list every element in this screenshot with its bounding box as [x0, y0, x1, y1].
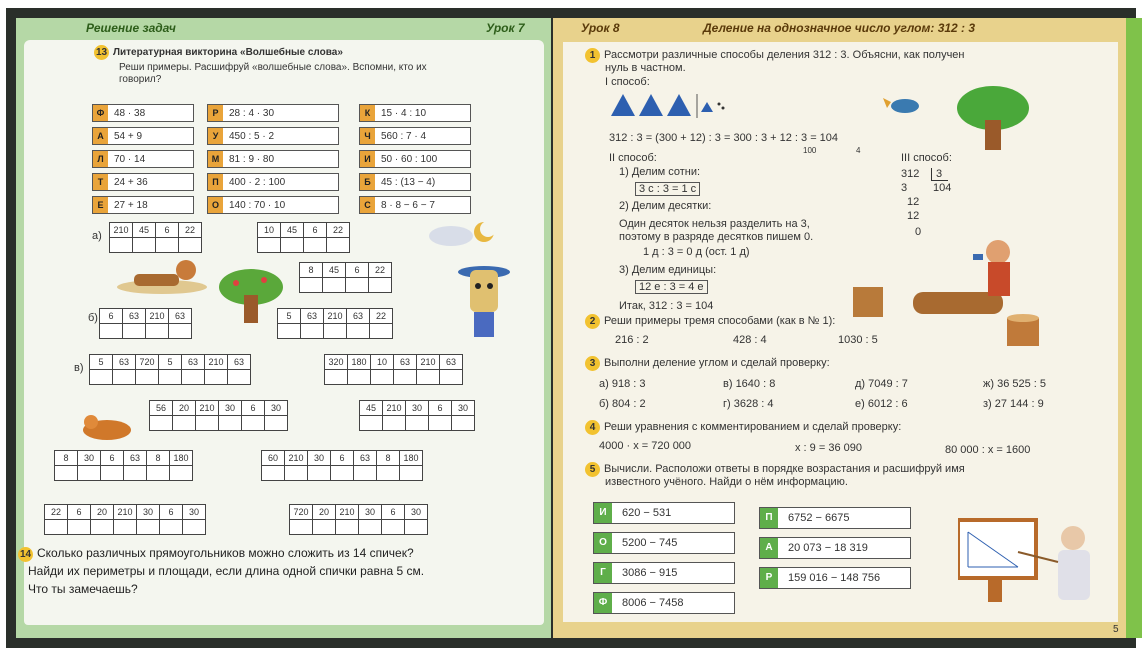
- grid-number-cell: 6: [382, 505, 405, 520]
- label-b: б): [88, 312, 98, 324]
- ld-row3: 12: [907, 210, 920, 222]
- answer-grid: [359, 400, 475, 431]
- task3-text: 3 Выполни деление углом и сделай проверку:: [585, 356, 830, 371]
- left-header-title: Решение задач: [86, 21, 176, 35]
- cipher-expression: 24 + 36: [114, 176, 148, 188]
- cipher-expression: 15 · 4 : 10: [381, 107, 427, 119]
- grid-number-cell: 180: [348, 355, 371, 370]
- grid-answer-cell[interactable]: [417, 370, 440, 385]
- label-v: в): [74, 362, 84, 374]
- grid-number-cell: 22: [369, 263, 392, 278]
- answer-cipher-letter: А: [760, 538, 778, 558]
- answer-cipher-expression: 620 − 531: [622, 507, 672, 519]
- result: Итак, 312 : 3 = 104: [619, 300, 714, 312]
- grid-number-cell: 63: [354, 451, 377, 466]
- grid-answer-cell[interactable]: [101, 466, 124, 481]
- cipher-item: [207, 104, 339, 122]
- cipher-expression: 27 + 18: [114, 199, 148, 211]
- grid-answer-cell[interactable]: [360, 416, 383, 431]
- task3-ex-zh: ж) 36 525 : 5: [983, 378, 1047, 390]
- cipher-expression: 48 · 38: [114, 107, 146, 119]
- cloud-moon-illustration: [426, 218, 496, 248]
- cipher-letter: У: [208, 128, 223, 144]
- grid-number-cell: 30: [78, 451, 101, 466]
- task3-ex-z: з) 27 144 : 9: [983, 398, 1044, 410]
- grid-answer-cell[interactable]: [91, 520, 114, 535]
- cipher-expression: 28 : 4 · 30: [229, 107, 275, 119]
- next-page-edge: [1126, 18, 1142, 638]
- answer-grid: [277, 308, 393, 339]
- answer-grid: [257, 222, 350, 253]
- grid-answer-cell[interactable]: [346, 278, 369, 293]
- eq1-under-a: 100: [803, 146, 817, 155]
- task3-ex-b: б) 804 : 2: [599, 398, 646, 410]
- grid-number-cell: 180: [400, 451, 423, 466]
- answer-grid: [261, 450, 423, 481]
- grid-number-cell: 6: [346, 263, 369, 278]
- grid-number-cell: 22: [370, 309, 393, 324]
- grid-number-cell: 180: [170, 451, 193, 466]
- grid-number-cell: 30: [406, 401, 429, 416]
- label-a: а): [92, 230, 102, 242]
- cipher-expression: 400 · 2 : 100: [229, 176, 286, 188]
- grid-answer-cell[interactable]: [313, 520, 336, 535]
- answer-cipher-letter: Ф: [594, 593, 612, 613]
- grid-number-cell: 30: [308, 451, 331, 466]
- answer-cipher-expression: 6752 − 6675: [788, 512, 850, 524]
- grid-answer-cell[interactable]: [68, 520, 91, 535]
- grid-number-cell: 10: [371, 355, 394, 370]
- grid-number-cell: 210: [383, 401, 406, 416]
- left-page-content: [24, 40, 544, 625]
- answer-cipher-letter: О: [594, 533, 612, 553]
- task3-ex-v: в) 1640 : 8: [723, 378, 776, 390]
- grid-number-cell: 30: [219, 401, 242, 416]
- grid-number-cell: 210: [114, 505, 137, 520]
- grid-number-cell: 63: [182, 355, 205, 370]
- grid-number-cell: 20: [91, 505, 114, 520]
- cipher-letter: П: [208, 174, 223, 190]
- grid-answer-cell[interactable]: [146, 324, 169, 339]
- grid-number-cell: 56: [150, 401, 173, 416]
- tree-illustration: [216, 265, 286, 325]
- grid-answer-cell[interactable]: [258, 238, 281, 253]
- task2-text: 2 Реши примеры тремя способами (как в № 1):: [585, 314, 835, 329]
- grid-number-cell: 6: [160, 505, 183, 520]
- step2-text2: поэтому в разряде десятков пишем 0.: [619, 231, 814, 243]
- triangles-illustration: [609, 92, 729, 118]
- cipher-item: [359, 150, 471, 168]
- cipher-item: [92, 127, 194, 145]
- grid-number-cell: 6: [100, 309, 123, 324]
- grid-number-cell: 20: [313, 505, 336, 520]
- task13-line1: Реши примеры. Расшифруй «волшебные слова». Вспомни, кто их: [119, 62, 427, 73]
- grid-number-cell: 5: [278, 309, 301, 324]
- answer-cipher-item: [759, 567, 911, 589]
- grid-answer-cell[interactable]: [300, 278, 323, 293]
- grid-number-cell: 30: [359, 505, 382, 520]
- grid-answer-cell[interactable]: [308, 466, 331, 481]
- grid-number-cell: 210: [285, 451, 308, 466]
- grid-answer-cell[interactable]: [406, 416, 429, 431]
- cipher-letter: О: [208, 197, 223, 213]
- grid-answer-cell[interactable]: [90, 370, 113, 385]
- step3: 3) Делим единицы:: [619, 264, 717, 276]
- cipher-item: [359, 196, 471, 214]
- grid-number-cell: 20: [173, 401, 196, 416]
- grid-number-cell: 45: [281, 223, 304, 238]
- step1-eq: 3 с : 3 = 1 с: [635, 182, 700, 196]
- cipher-item: [92, 173, 194, 191]
- answer-cipher-letter: Р: [760, 568, 778, 588]
- task1-line1: 1 Рассмотри различные способы деления 312 : 3. Объясни, как получен: [585, 48, 965, 63]
- grid-number-cell: 210: [417, 355, 440, 370]
- answer-grid: [89, 354, 251, 385]
- task2-ex-1: 216 : 2: [615, 334, 649, 346]
- cipher-letter: К: [360, 105, 375, 121]
- grid-answer-cell[interactable]: [219, 416, 242, 431]
- cipher-item: [92, 104, 194, 122]
- step2-text1: Один десяток нельзя разделить на 3,: [619, 218, 810, 230]
- right-header-title: Деление на однозначное число углом: 312 : 3: [703, 21, 976, 35]
- answer-cipher-expression: 5200 − 745: [622, 537, 678, 549]
- grid-answer-cell[interactable]: [265, 416, 288, 431]
- left-page: [16, 18, 551, 638]
- way1-equation: 312 : 3 = (300 + 12) : 3 = 300 : 3 + 12 : 3 = 104: [609, 132, 839, 144]
- page-number: 5: [1113, 624, 1119, 635]
- grid-answer-cell[interactable]: [347, 324, 370, 339]
- grid-number-cell: 30: [405, 505, 428, 520]
- grid-number-cell: 30: [452, 401, 475, 416]
- answer-grid: [109, 222, 202, 253]
- grid-number-cell: 30: [137, 505, 160, 520]
- answer-grid: [324, 354, 463, 385]
- grid-number-cell: 8: [147, 451, 170, 466]
- answer-grid: [44, 504, 206, 535]
- answer-cipher-expression: 159 016 − 148 756: [788, 572, 881, 584]
- answer-grid: [99, 308, 192, 339]
- tree-right-illustration: [953, 82, 1033, 152]
- grid-number-cell: 45: [360, 401, 383, 416]
- grid-answer-cell[interactable]: [133, 238, 156, 253]
- answer-cipher-letter: П: [760, 508, 778, 528]
- grid-number-cell: 210: [324, 309, 347, 324]
- step3-eq: 12 е : 3 = 4 е: [635, 280, 708, 294]
- grid-number-cell: 63: [347, 309, 370, 324]
- grid-number-cell: 6: [101, 451, 124, 466]
- cipher-expression: 140 : 70 · 10: [229, 199, 286, 211]
- answer-cipher-item: [593, 502, 735, 524]
- task5-line2: известного учёного. Найди о нём информацию.: [605, 476, 848, 488]
- task3-ex-d: д) 7049 : 7: [855, 378, 908, 390]
- grid-answer-cell[interactable]: [440, 370, 463, 385]
- answer-grid: [289, 504, 428, 535]
- cipher-item: [92, 196, 194, 214]
- cipher-expression: 45 : (13 − 4): [381, 176, 436, 188]
- fox-illustration: [79, 408, 134, 443]
- grid-number-cell: 63: [123, 309, 146, 324]
- grid-answer-cell[interactable]: [170, 466, 193, 481]
- grid-answer-cell[interactable]: [136, 370, 159, 385]
- cipher-expression: 70 · 14: [114, 153, 146, 165]
- grid-answer-cell[interactable]: [348, 370, 371, 385]
- grid-number-cell: 210: [196, 401, 219, 416]
- grid-answer-cell[interactable]: [382, 520, 405, 535]
- grid-number-cell: 63: [169, 309, 192, 324]
- cipher-expression: 560 : 7 · 4: [381, 130, 427, 142]
- ld-dividend: 312: [901, 168, 920, 180]
- task3-ex-g: г) 3628 : 4: [723, 398, 774, 410]
- grid-answer-cell[interactable]: [377, 466, 400, 481]
- grid-number-cell: 6: [242, 401, 265, 416]
- grid-answer-cell[interactable]: [100, 324, 123, 339]
- task1-line2: нуль в частном.: [605, 62, 686, 74]
- grid-number-cell: 5: [90, 355, 113, 370]
- answer-grid: [149, 400, 288, 431]
- cipher-item: [207, 127, 339, 145]
- grid-answer-cell[interactable]: [325, 370, 348, 385]
- grid-answer-cell[interactable]: [452, 416, 475, 431]
- cipher-expression: 50 · 60 : 100: [381, 153, 438, 165]
- task2-ex-2: 428 : 4: [733, 334, 767, 346]
- grid-number-cell: 6: [156, 223, 179, 238]
- grid-answer-cell[interactable]: [113, 370, 136, 385]
- grid-answer-cell[interactable]: [110, 238, 133, 253]
- grid-number-cell: 210: [110, 223, 133, 238]
- grid-number-cell: 210: [146, 309, 169, 324]
- grid-number-cell: 63: [301, 309, 324, 324]
- task3-ex-e: е) 6012 : 6: [855, 398, 908, 410]
- cipher-item: [92, 150, 194, 168]
- grid-answer-cell[interactable]: [405, 520, 428, 535]
- way1-label: I способ:: [605, 76, 650, 88]
- step2-eq: 1 д : 3 = 0 д (ост. 1 д): [643, 246, 750, 258]
- grid-answer-cell[interactable]: [304, 238, 327, 253]
- grid-answer-cell[interactable]: [159, 370, 182, 385]
- grid-answer-cell[interactable]: [169, 324, 192, 339]
- left-header-lesson: Урок 7: [486, 21, 525, 35]
- grid-number-cell: 8: [377, 451, 400, 466]
- step2: 2) Делим десятки:: [619, 200, 712, 212]
- grid-answer-cell[interactable]: [114, 520, 137, 535]
- grid-number-cell: 210: [205, 355, 228, 370]
- cipher-letter: С: [360, 197, 375, 213]
- grid-number-cell: 8: [300, 263, 323, 278]
- grid-number-cell: 63: [228, 355, 251, 370]
- grid-answer-cell[interactable]: [370, 324, 393, 339]
- answer-cipher-expression: 8006 − 7458: [622, 597, 684, 609]
- cipher-letter: М: [208, 151, 223, 167]
- ld-row4: 0: [915, 226, 922, 238]
- eq1-under-b: 4: [856, 146, 861, 155]
- way3-label: III способ:: [901, 152, 952, 164]
- cipher-expression: 8 · 8 − 6 − 7: [381, 199, 435, 211]
- hat-man-illustration: [454, 262, 514, 342]
- answer-grid: [54, 450, 193, 481]
- grid-number-cell: 63: [440, 355, 463, 370]
- grid-answer-cell[interactable]: [324, 324, 347, 339]
- woodcutter-illustration: [853, 232, 1033, 322]
- grid-answer-cell[interactable]: [160, 520, 183, 535]
- grid-number-cell: 5: [159, 355, 182, 370]
- grid-number-cell: 22: [327, 223, 350, 238]
- answer-cipher-expression: 3086 − 915: [622, 567, 678, 579]
- cipher-item: [359, 104, 471, 122]
- task13-title: 13 Литературная викторина «Волшебные слова»: [95, 47, 343, 58]
- grid-answer-cell[interactable]: [196, 416, 219, 431]
- grid-answer-cell[interactable]: [285, 466, 308, 481]
- grid-answer-cell[interactable]: [173, 416, 196, 431]
- grid-answer-cell[interactable]: [242, 416, 265, 431]
- cipher-expression: 450 : 5 · 2: [229, 130, 275, 142]
- grid-answer-cell[interactable]: [228, 370, 251, 385]
- cipher-letter: Б: [360, 174, 375, 190]
- stump-illustration: [1003, 312, 1043, 348]
- answer-cipher-letter: Г: [594, 563, 612, 583]
- cipher-expression: 54 + 9: [114, 130, 143, 142]
- grid-number-cell: 10: [258, 223, 281, 238]
- cipher-item: [207, 173, 339, 191]
- grid-answer-cell[interactable]: [394, 370, 417, 385]
- answer-cipher-expression: 20 073 − 18 319: [788, 542, 868, 554]
- grid-number-cell: 8: [55, 451, 78, 466]
- cipher-letter: Р: [208, 105, 223, 121]
- grid-answer-cell[interactable]: [137, 520, 160, 535]
- grid-answer-cell[interactable]: [182, 370, 205, 385]
- grid-number-cell: 30: [183, 505, 206, 520]
- task14-line3: Что ты замечаешь?: [28, 582, 138, 596]
- answer-cipher-letter: И: [594, 503, 612, 523]
- grid-number-cell: 63: [394, 355, 417, 370]
- answer-cipher-item: [759, 507, 911, 529]
- grid-number-cell: 22: [45, 505, 68, 520]
- answer-grid: [299, 262, 392, 293]
- task13-line2: говорил?: [119, 74, 162, 85]
- cipher-letter: Л: [93, 151, 108, 167]
- grid-answer-cell[interactable]: [78, 466, 101, 481]
- grid-number-cell: 63: [113, 355, 136, 370]
- bird-illustration: [883, 92, 928, 120]
- grid-answer-cell[interactable]: [278, 324, 301, 339]
- grid-answer-cell[interactable]: [205, 370, 228, 385]
- grid-answer-cell[interactable]: [331, 466, 354, 481]
- grid-answer-cell[interactable]: [290, 520, 313, 535]
- step1: 1) Делим сотни:: [619, 166, 701, 178]
- ld-divisor: 3: [931, 168, 948, 181]
- ld-quotient: 104: [933, 182, 952, 194]
- grid-answer-cell[interactable]: [371, 370, 394, 385]
- grid-answer-cell[interactable]: [55, 466, 78, 481]
- grid-number-cell: 45: [323, 263, 346, 278]
- grid-answer-cell[interactable]: [179, 238, 202, 253]
- grid-number-cell: 60: [262, 451, 285, 466]
- grid-answer-cell[interactable]: [383, 416, 406, 431]
- cipher-letter: Т: [93, 174, 108, 190]
- grid-answer-cell[interactable]: [150, 416, 173, 431]
- cipher-expression: 81 : 9 · 80: [229, 153, 275, 165]
- grid-answer-cell[interactable]: [123, 324, 146, 339]
- lying-boy-illustration: [114, 252, 209, 297]
- grid-answer-cell[interactable]: [429, 416, 452, 431]
- answer-cipher-item: [593, 532, 735, 554]
- right-page: [553, 18, 1128, 638]
- answer-cipher-item: [759, 537, 911, 559]
- cipher-item: [359, 173, 471, 191]
- grid-number-cell: 22: [179, 223, 202, 238]
- grid-number-cell: 6: [68, 505, 91, 520]
- grid-answer-cell[interactable]: [327, 238, 350, 253]
- answer-cipher-item: [593, 562, 735, 584]
- grid-number-cell: 6: [429, 401, 452, 416]
- grid-answer-cell[interactable]: [369, 278, 392, 293]
- grid-number-cell: 720: [136, 355, 159, 370]
- grid-answer-cell[interactable]: [156, 238, 179, 253]
- task14: 14 Сколько различных прямоугольников можно сложить из 14 спичек?: [19, 546, 414, 560]
- grid-answer-cell[interactable]: [354, 466, 377, 481]
- task4-text: 4 Реши уравнения с комментированием и сделай проверку:: [585, 420, 901, 435]
- cipher-letter: Ф: [93, 105, 108, 121]
- ld-row2: 12: [907, 196, 920, 208]
- grid-answer-cell[interactable]: [183, 520, 206, 535]
- task4-ex-2: x : 9 = 36 090: [795, 442, 862, 454]
- grid-number-cell: 63: [124, 451, 147, 466]
- grid-answer-cell[interactable]: [281, 238, 304, 253]
- way2-label: II способ:: [609, 152, 657, 164]
- cipher-item: [207, 196, 339, 214]
- grid-answer-cell[interactable]: [359, 520, 382, 535]
- cipher-letter: Е: [93, 197, 108, 213]
- grid-answer-cell[interactable]: [400, 466, 423, 481]
- grid-answer-cell[interactable]: [336, 520, 359, 535]
- cipher-item: [359, 127, 471, 145]
- task4-ex-3: 80 000 : x = 1600: [945, 444, 1031, 456]
- grid-number-cell: 720: [290, 505, 313, 520]
- grid-number-cell: 30: [265, 401, 288, 416]
- task3-ex-a: а) 918 : 3: [599, 378, 646, 390]
- ld-row1: 3: [901, 182, 908, 194]
- teacher-board-illustration: [958, 512, 1108, 612]
- cipher-letter: Ч: [360, 128, 375, 144]
- cipher-letter: А: [93, 128, 108, 144]
- answer-cipher-item: [593, 592, 735, 614]
- task5-line1: 5 Вычисли. Расположи ответы в порядке возрастания и расшифруй имя: [585, 462, 965, 477]
- grid-number-cell: 210: [336, 505, 359, 520]
- task2-ex-3: 1030 : 5: [838, 334, 878, 346]
- grid-answer-cell[interactable]: [262, 466, 285, 481]
- grid-number-cell: 6: [331, 451, 354, 466]
- grid-answer-cell[interactable]: [124, 466, 147, 481]
- grid-answer-cell[interactable]: [301, 324, 324, 339]
- grid-number-cell: 45: [133, 223, 156, 238]
- grid-answer-cell[interactable]: [323, 278, 346, 293]
- grid-answer-cell[interactable]: [147, 466, 170, 481]
- cipher-item: [207, 150, 339, 168]
- cipher-letter: И: [360, 151, 375, 167]
- grid-answer-cell[interactable]: [45, 520, 68, 535]
- task14-line2: Найди их периметры и площади, если длина одной спички равна 5 см.: [28, 564, 425, 578]
- task4-ex-1: 4000 · x = 720 000: [599, 440, 692, 452]
- grid-number-cell: 6: [304, 223, 327, 238]
- right-header-lesson: Урок 8: [581, 21, 620, 35]
- grid-number-cell: 320: [325, 355, 348, 370]
- right-page-content: [563, 42, 1118, 622]
